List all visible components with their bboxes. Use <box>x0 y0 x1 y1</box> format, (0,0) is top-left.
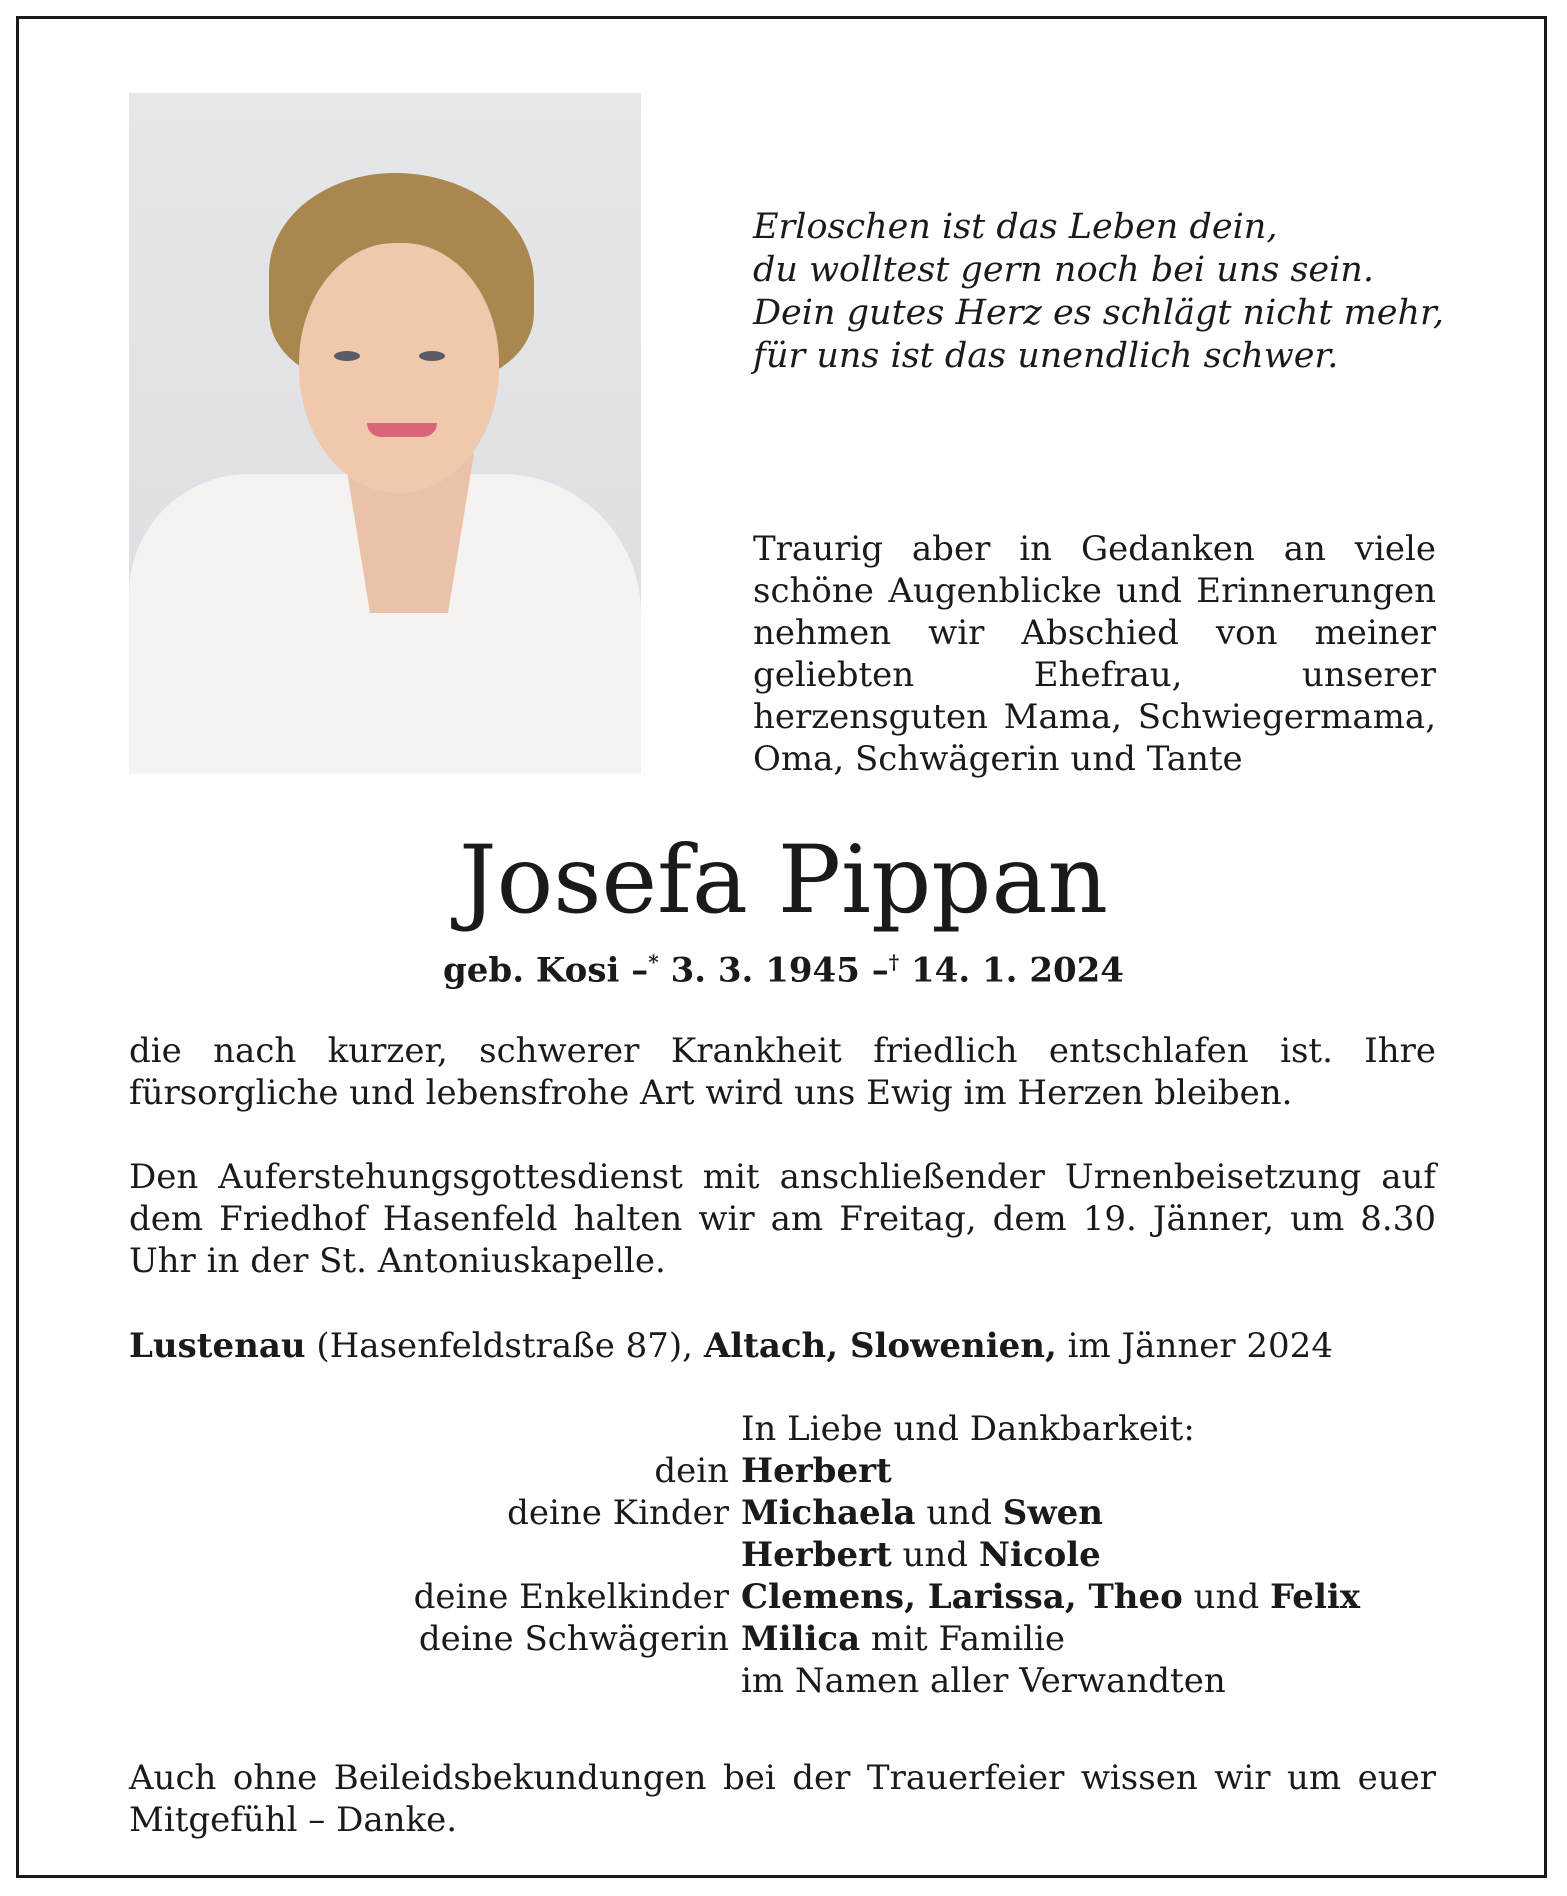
sig-name: Swen <box>1002 1493 1103 1533</box>
signature-heading: In Liebe und Dankbarkeit: <box>741 1409 1195 1449</box>
deceased-name: Josefa Pippan <box>458 826 1109 935</box>
intro-text: Traurig aber in Gedanken an viele schöne Augenblicke und Erinnerungen nehmen wir Abschied von meiner geliebten Ehefrau, unserer herzensguten Mama, Schwiegermama, Oma, Schwägerin und Tante <box>753 529 1436 779</box>
life-dates <box>0 950 1567 990</box>
birth-name: geb. Kosi – <box>443 950 649 991</box>
body-paragraph-1: die nach kurzer, schwerer Krankheit friedlich entschlafen ist. Ihre fürsorgliche und lebensfrohe Art wird uns Ewig im Herzen bleiben. <box>129 1031 1436 1113</box>
sig-name: Herbert <box>741 1535 892 1575</box>
sig-name: Milica <box>741 1619 861 1659</box>
death-date: 14. 1. 2024 <box>911 950 1124 991</box>
sig-name: Clemens, Larissa, Theo <box>741 1577 1183 1617</box>
sig-label: deine Schwägerin <box>418 1619 729 1659</box>
relatives-line: im Namen aller Verwandten <box>741 1661 1226 1701</box>
date: im Jänner 2024 <box>1056 1326 1333 1366</box>
signatures <box>0 1408 1567 1702</box>
sig-name: Herbert <box>741 1451 892 1491</box>
closing-text: Auch ohne Beileidsbekundungen bei der Trauerfeier wissen wir um euer Mitgefühl – Danke. <box>129 1758 1436 1840</box>
and-text: und <box>915 1493 1003 1533</box>
poem <box>753 206 1444 378</box>
and-text: und <box>891 1535 979 1575</box>
poem-line: Dein gutes Herz es schlägt nicht mehr, <box>753 293 1445 333</box>
sig-name: Felix <box>1270 1577 1361 1617</box>
sig-suffix: mit Familie <box>860 1619 1066 1659</box>
star-symbol: * <box>648 950 659 974</box>
sig-label: deine Enkelkinder <box>413 1577 729 1617</box>
poem-line: Erloschen ist das Leben dein, <box>753 207 1278 247</box>
places: Altach, Slowenien, <box>703 1326 1057 1366</box>
sig-label: dein <box>654 1451 729 1491</box>
portrait-photo <box>129 93 641 774</box>
city: Lustenau <box>129 1326 306 1366</box>
location-line <box>129 1325 1436 1367</box>
cross-symbol: † <box>888 950 900 974</box>
birth-date: 3. 3. 1945 – <box>670 950 889 991</box>
poem-line: du wolltest gern noch bei uns sein. <box>753 250 1374 290</box>
address: (Hasenfeldstraße 87), <box>305 1326 704 1366</box>
sig-name: Nicole <box>978 1535 1101 1575</box>
sig-name: Michaela <box>741 1493 916 1533</box>
sig-label: deine Kinder <box>507 1493 729 1533</box>
body-paragraph-2: Den Auferstehungsgottesdienst mit anschließender Urnenbeisetzung auf dem Friedhof Hasenfeld halten wir am Freitag, dem 19. Jänner, um 8.30 Uhr in der St. Antoniuskapelle. <box>129 1157 1436 1281</box>
and-text: und <box>1182 1577 1271 1617</box>
poem-line: für uns ist das unendlich schwer. <box>753 336 1339 376</box>
